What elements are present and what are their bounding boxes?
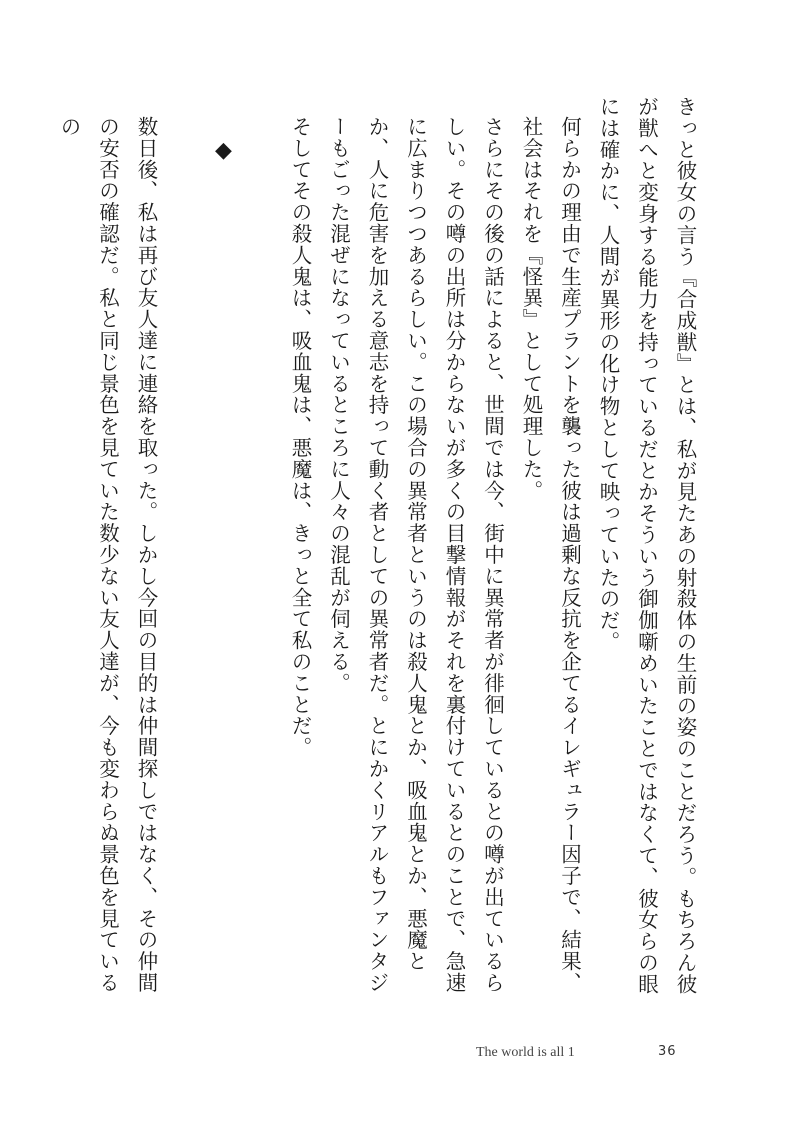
blank-line [165, 96, 204, 996]
paragraph: 数日後、私は再び友人達に連絡を取った。しかし今回の目的は仲間探しではなく、その仲間の安否の確認だ。私と同じ景色を見ていた数少ない友人達が、今も変わらぬ景色を見ているの [57, 116, 158, 994]
paragraph: さらにその後の話によると、世間では今、街中に異常者が徘徊しているとの噂が出ているらしい。その噂の出所は分からないが多くの目撃情報がそれを裏付けているとのことで、急速に広まりつつあるらしい。この場合の異常者というのは殺人鬼とか、吸血鬼とか、悪魔とか、人に危害を加える意志を持って動く者としての異常者だ。とにかくリアルもファンタジーもごった混ぜになっているところに人々の混乱が伺える。 [326, 116, 505, 994]
paragraph: そしてその殺人鬼は、吸血鬼は、悪魔は、きっと全て私のことだ。 [288, 116, 312, 758]
vertical-text-block [50, 96, 705, 996]
paragraph: 何らかの理由で生産プラントを襲った彼は過剰な反抗を企てるイレギュラー因子で、結果、社会はそれを『怪異』として処理した。 [519, 116, 582, 994]
page-number: 36 [658, 1044, 677, 1059]
scene-break-diamond-icon: ◆ [211, 138, 236, 164]
running-footer-title: The world is all 1 [476, 1045, 575, 1060]
paragraph: きっと彼女の言う『合成獣』とは、私が見たあの射殺体の生前の姿のことだろう。もちろん彼が獣へと変身する能力を持っているだとかそういう御伽噺めいたことではなくて、彼女らの眼には確かに、人間が異形の化け物として映っていたのだ。 [596, 96, 697, 995]
blank-line [242, 96, 281, 996]
